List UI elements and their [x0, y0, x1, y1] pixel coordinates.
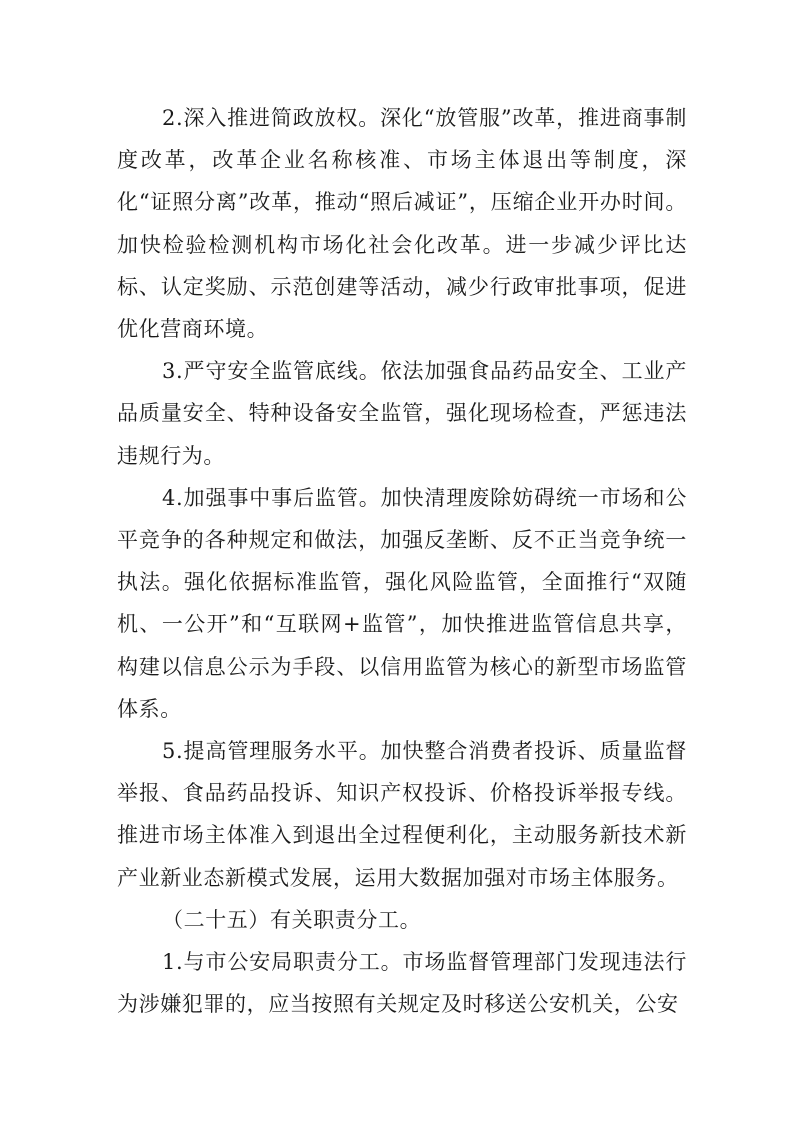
document-body	[117, 97, 687, 1025]
paragraph-police-division: 1.与市公安局职责分工。市场监督管理部门发现违法行为涉嫌犯罪的，应当按照有关规定及时移送公安机关，公安	[117, 950, 687, 1017]
section-heading: （二十五）有关职责分工。	[162, 907, 422, 932]
paragraph-safety-supervision: 3.严守安全监管底线。依法加强食品药品安全、工业产品质量安全、特种设备安全监管，强化现场检查，严惩违法违规行为。	[117, 359, 687, 468]
paragraph-service-level: 5.提高管理服务水平。加快整合消费者投诉、质量监督举报、食品药品投诉、知识产权投诉、价格投诉举报专线。推进市场主体准入到退出全过程便利化，主动服务新技术新产业新业态新模式发展，运用大数据加强对市场主体服务。	[117, 739, 687, 890]
paragraph-simplify-administration: 2.深入推进简政放权。深化“放管服”改革，推进商事制度改革，改革企业名称核准、市场主体退出等制度，深化“证照分离”改革，推动“照后减证”，压缩企业开办时间。加快检验检测机构市场化社会化改革。进一步减少评比达标、认定奖励、示范创建等活动，减少行政审批事项，促进优化营商环境。	[117, 106, 687, 342]
paragraph-interim-post-supervision: 4.加强事中事后监管。加快清理废除妨碍统一市场和公平竞争的各种规定和做法，加强反垄断、反不正当竞争统一执法。强化依据标准监管，强化风险监管，全面推行“双随机、一公开”和“互联网+监管”，加快推进监管信息共享，构建以信息公示为手段、以信用监管为核心的新型市场监管体系。	[117, 485, 687, 721]
